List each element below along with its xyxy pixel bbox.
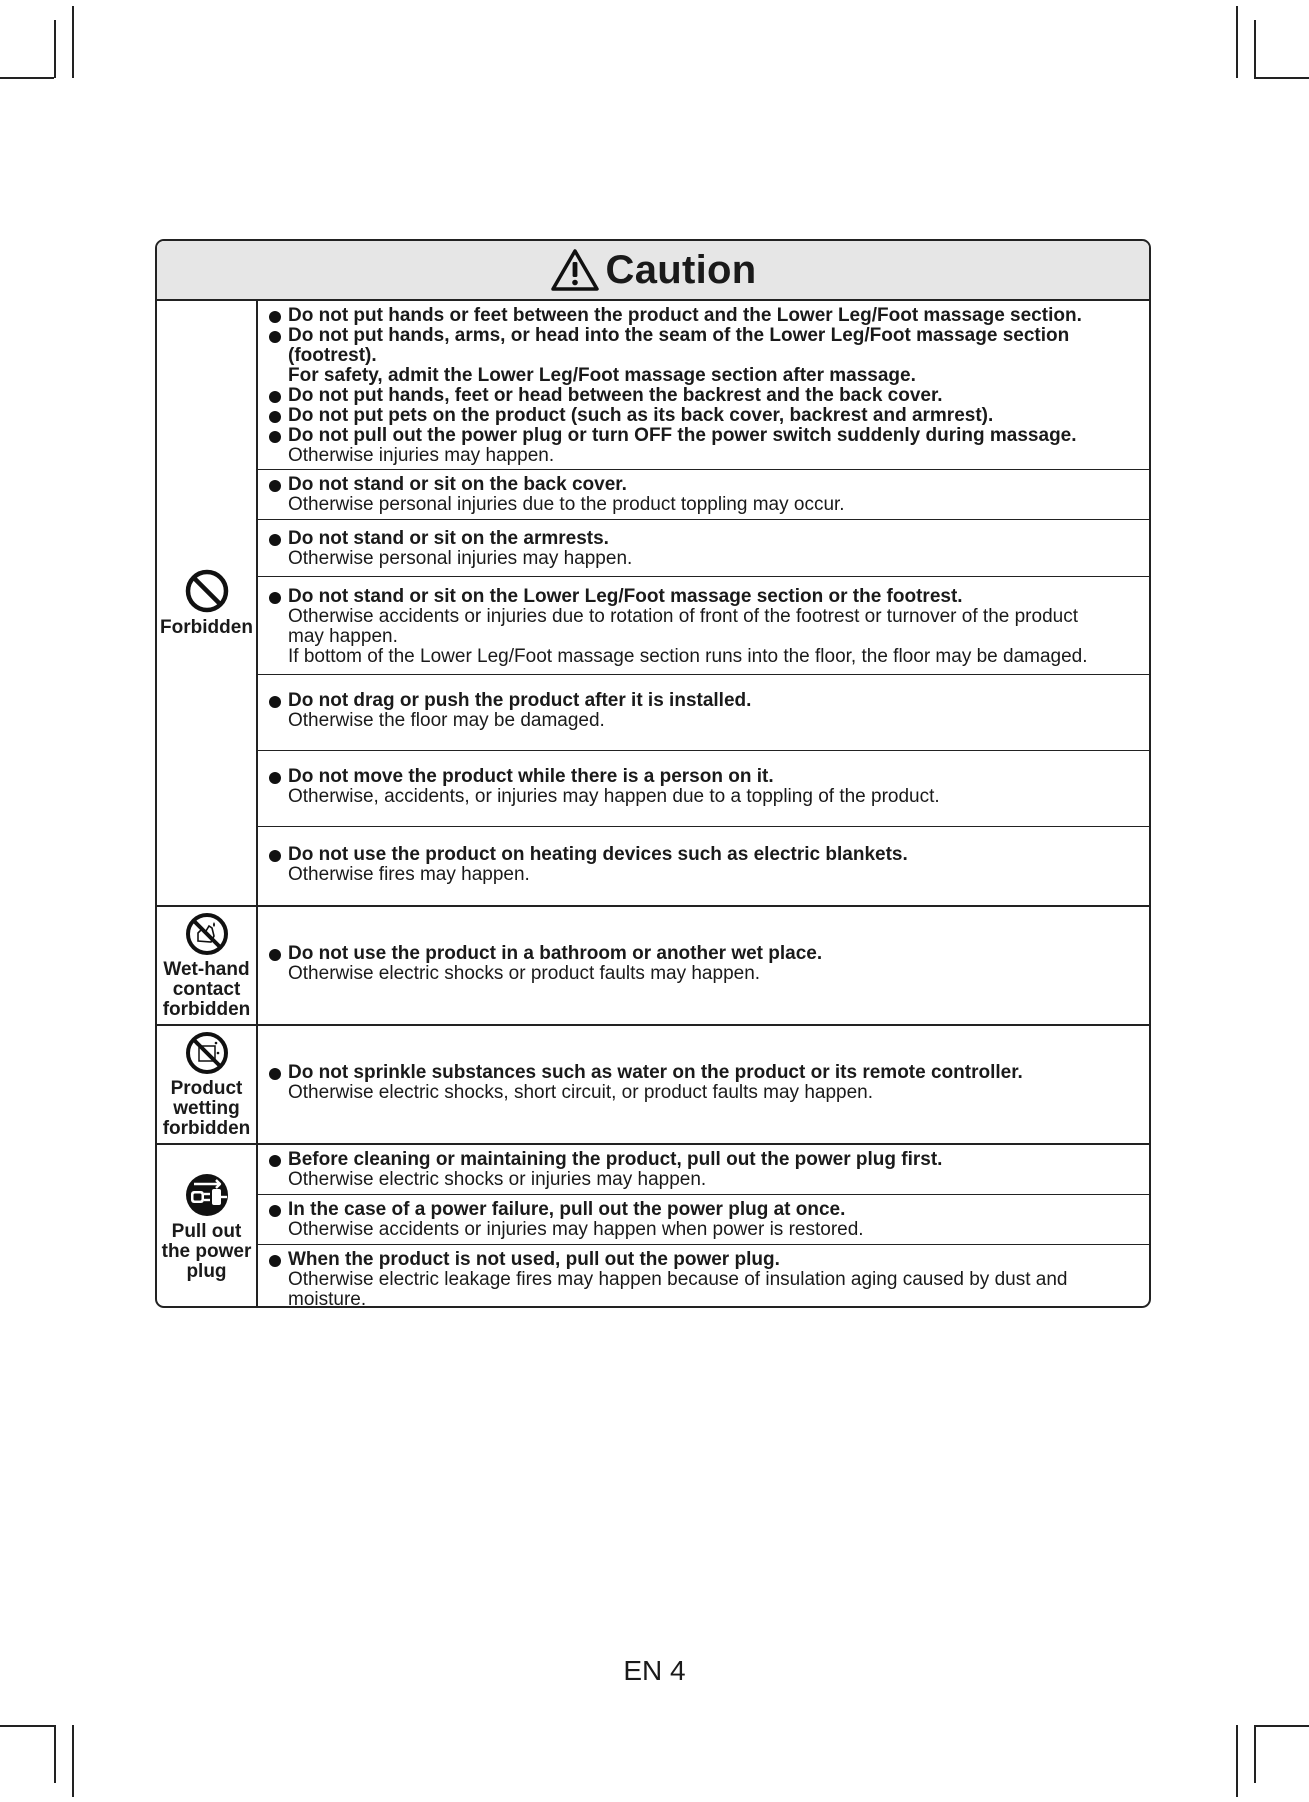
caution-item: Do not use the product in a bathroom or another wet place. Otherwise electric shocks or product faults may happen.	[258, 907, 1149, 1024]
pull-out-plug-label: Pull out the power plug	[161, 1220, 252, 1282]
crop-mark	[54, 20, 56, 78]
group-forbidden	[157, 301, 1149, 905]
caution-item: Do not stand or sit on the Lower Leg/Foot massage section or the footrest. Otherwise accidents or injuries due to rotation of front of the footrest or turnover of the product may happen. If bottom of the Lower Leg/Foot massage section runs into the floor, the floor may be damaged.	[258, 576, 1149, 674]
crop-mark	[72, 1725, 74, 1797]
crop-mark	[1254, 20, 1256, 78]
caution-item: In the case of a power failure, pull out the power plug at once. Otherwise accidents or injuries may happen when power is restored.	[258, 1194, 1149, 1244]
no-symbol-icon	[184, 568, 230, 614]
forbidden-icon-cell	[157, 301, 258, 905]
crop-mark	[72, 6, 74, 78]
crop-mark	[1254, 77, 1309, 79]
caution-item: Before cleaning or maintaining the product, pull out the power plug first. Otherwise electric shocks or injuries may happen.	[258, 1145, 1149, 1194]
wetting-forbidden-icon	[185, 1031, 229, 1075]
caution-item: Do not move the product while there is a person on it. Otherwise, accidents, or injuries may happen due to a toppling of the product.	[258, 750, 1149, 826]
warning-triangle-icon	[550, 248, 600, 292]
crop-mark	[0, 1725, 54, 1727]
group-pull-out-plug	[157, 1143, 1149, 1308]
wet-hand-icon-cell	[157, 907, 258, 1024]
crop-mark	[1236, 6, 1238, 78]
caution-item: Do not stand or sit on the back cover. Otherwise personal injuries due to the product toppling may occur.	[258, 469, 1149, 519]
crop-mark	[1254, 1725, 1256, 1783]
crop-mark	[1236, 1725, 1238, 1797]
caution-header	[157, 241, 1149, 301]
wet-hand-forbidden-icon	[185, 912, 229, 956]
page-number: EN 4	[623, 1655, 686, 1686]
caution-item: Do not sprinkle substances such as water on the product or its remote controller. Otherwise electric shocks, short circuit, or product faults may happen.	[258, 1026, 1149, 1143]
wetting-icon-cell	[157, 1026, 258, 1143]
caution-item: Do not put hands or feet between the product and the Lower Leg/Foot massage section. Do not put hands, arms, or head into the seam of the Lower Leg/Foot massage section (footrest). For safety, admit the Lower Leg/Foot massage section after massage. Do not put hands, feet or head between the backrest and the back cover. Do not put pets on the product (such as its back cover, backrest and armrest). Do not pull out the power plug or turn OFF the power switch suddenly during massage. Otherwise injuries may happen.	[258, 301, 1149, 469]
caution-item: Do not stand or sit on the armrests. Otherwise personal injuries may happen.	[258, 519, 1149, 576]
forbidden-label: Forbidden	[160, 617, 253, 638]
wetting-label: Product wetting forbidden	[162, 1077, 251, 1139]
crop-mark	[54, 1725, 56, 1783]
unplug-icon	[184, 1172, 230, 1218]
caution-item: When the product is not used, pull out the power plug. Otherwise electric leakage fires may happen because of insulation aging caused by dust and moisture.	[258, 1244, 1149, 1308]
group-product-wetting-forbidden	[157, 1024, 1149, 1143]
group-wet-hand-forbidden	[157, 905, 1149, 1024]
wet-hand-label: Wet-hand contact forbidden	[162, 958, 251, 1020]
crop-mark	[1254, 1725, 1309, 1727]
caution-title: Caution	[605, 247, 757, 292]
caution-item: Do not use the product on heating devices such as electric blankets. Otherwise fires may happen.	[258, 826, 1149, 905]
unplug-icon-cell	[157, 1145, 258, 1308]
caution-panel	[155, 239, 1151, 1308]
caution-item: Do not drag or push the product after it is installed. Otherwise the floor may be damaged.	[258, 674, 1149, 750]
crop-mark	[0, 77, 54, 79]
